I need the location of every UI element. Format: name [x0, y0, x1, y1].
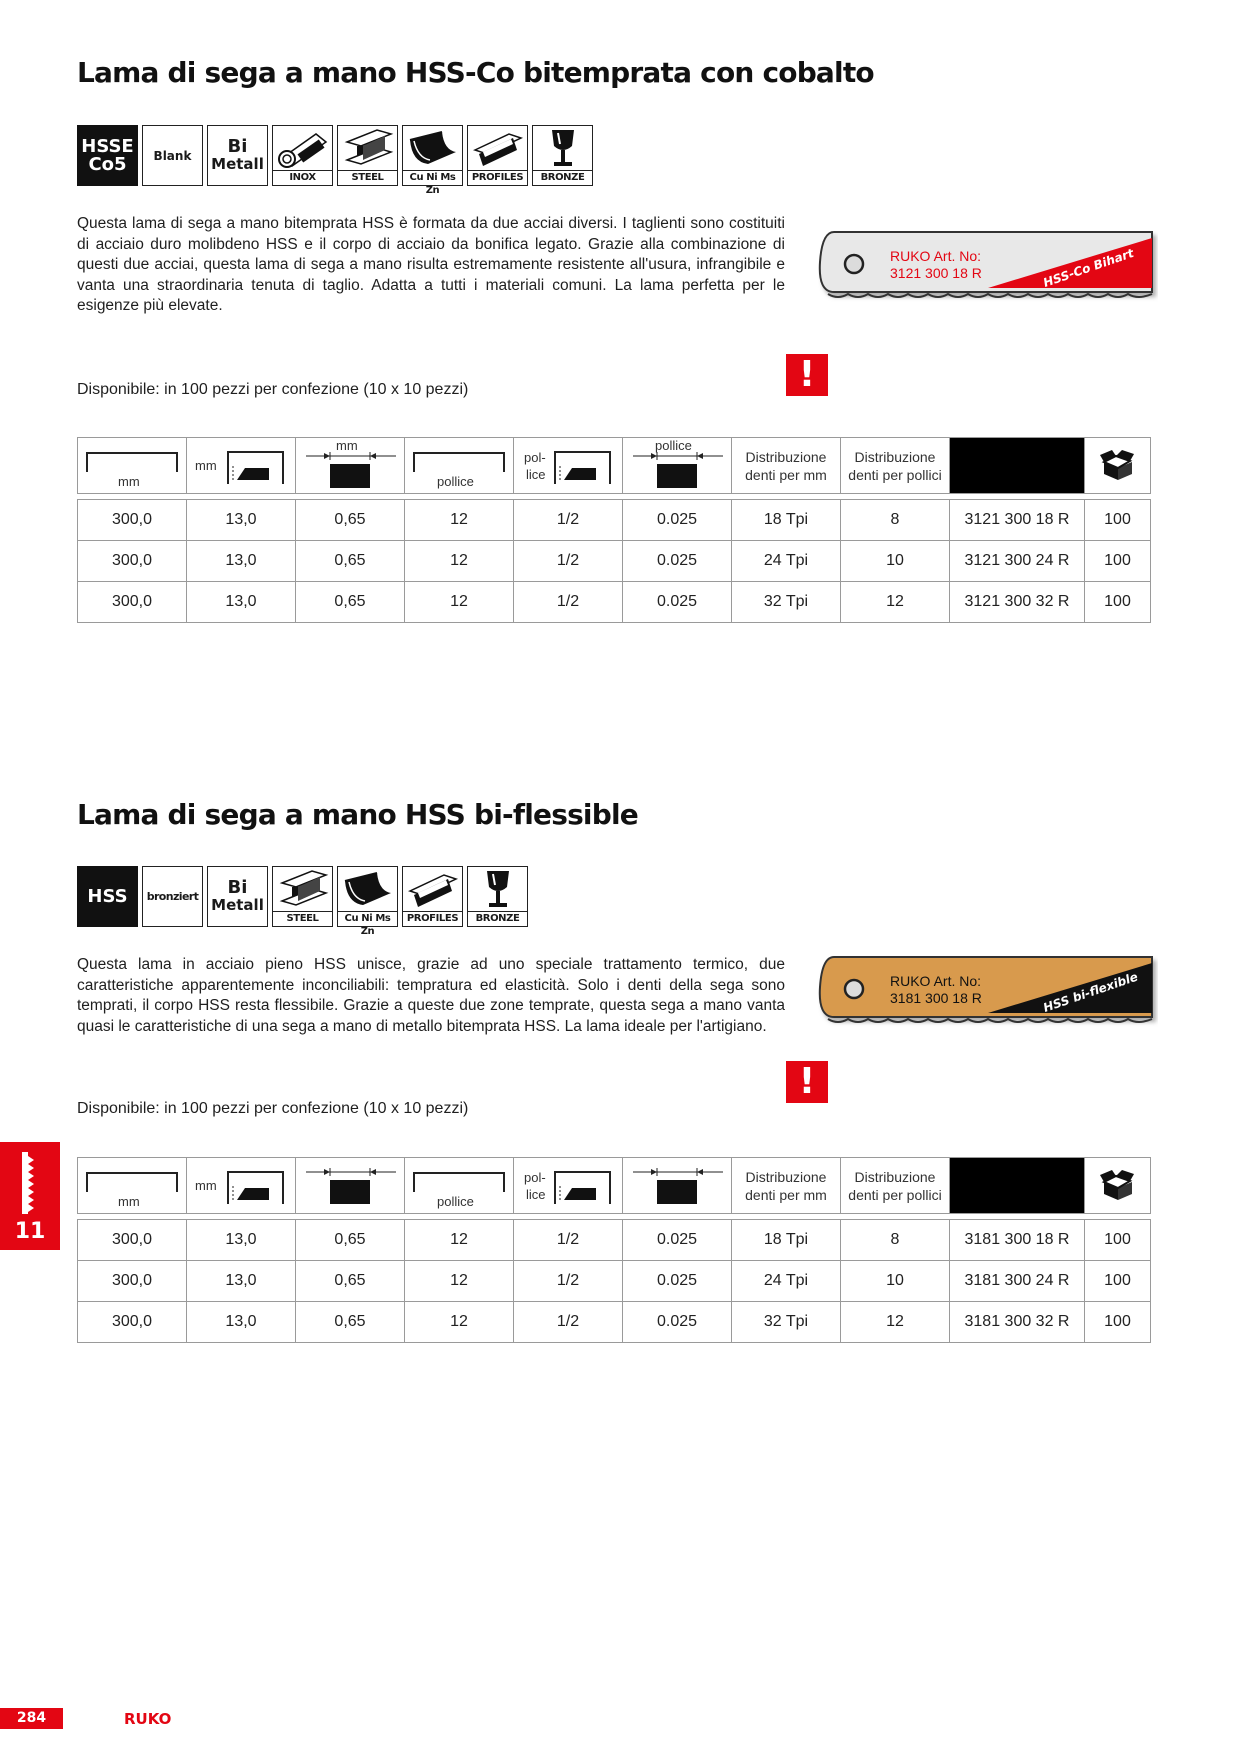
table-row [78, 1220, 1151, 1261]
cell-teeth-per-mm: 18 Tpi [732, 1220, 841, 1261]
section2-blade-tag: HSS bi-flexible [1041, 969, 1140, 1015]
section2-material-badges [77, 866, 528, 937]
header-width-inch-line2: lice [526, 1187, 546, 1202]
cell-teeth-per-mm: 24 Tpi [732, 1261, 841, 1302]
cell-thickness-inch: 0.025 [623, 582, 732, 623]
length-bracket-icon [84, 450, 180, 472]
length-inch-bracket-icon [411, 1170, 507, 1192]
cell-width-mm: 13,0 [187, 1261, 296, 1302]
badge-bimetall-line2: Metall [211, 896, 264, 914]
cell-teeth-per-mm: 24 Tpi [732, 541, 841, 582]
section1-blade-artno: 3121 300 18 R [890, 265, 982, 281]
cell-teeth-per-inch: 10 [841, 541, 950, 582]
section2-title: Lama di sega a mano HSS bi-flessible [77, 798, 638, 831]
width-profile-icon [225, 446, 289, 488]
header-length-mm [78, 438, 187, 494]
cell-width-mm: 13,0 [187, 582, 296, 623]
cell-width-inch: 1/2 [514, 541, 623, 582]
badge-inox-label: INOX [273, 170, 332, 185]
badge-hsse-line1: HSSE [81, 135, 134, 157]
header-teeth-per-mm [732, 438, 841, 494]
badge-hsse-co5 [77, 125, 138, 186]
header-teeth-per-mm [732, 1158, 841, 1214]
header-thickness-inch-unit: pollice [655, 438, 692, 453]
cell-article-number: 3181 300 18 R [950, 1220, 1085, 1261]
chapter-tab [0, 1142, 60, 1250]
section2-blade-label: RUKO Art. No: [890, 973, 982, 989]
cell-pack-quantity: 100 [1085, 582, 1151, 623]
cell-width-inch: 1/2 [514, 1220, 623, 1261]
section2-blade-image [818, 955, 1158, 1042]
header-tpi-line1: Distribuzione [854, 448, 936, 465]
gutter-icon [341, 869, 395, 909]
i-beam-icon [341, 128, 395, 168]
cell-teeth-per-mm: 18 Tpi [732, 500, 841, 541]
cell-teeth-per-inch: 8 [841, 1220, 950, 1261]
cell-width-mm: 13,0 [187, 500, 296, 541]
header-length-inch [405, 1158, 514, 1214]
section1-title: Lama di sega a mano HSS-Co bitemprata con cobalto [77, 56, 874, 89]
badge-bronze-label: BRONZE [533, 170, 592, 185]
i-beam-icon [276, 869, 330, 909]
tube-icon [276, 128, 330, 168]
profile-icon [471, 128, 525, 168]
header-length-mm [78, 1158, 187, 1214]
warning-icon: ! [786, 354, 828, 396]
header-pack-quantity [1085, 1158, 1151, 1214]
cell-length-mm: 300,0 [78, 1220, 187, 1261]
badge-profiles-label: PROFILES [468, 170, 527, 185]
header-tpm-line1: Distribuzione [745, 448, 827, 465]
header-length-inch-unit: pollice [437, 1194, 474, 1209]
cell-article-number: 3121 300 24 R [950, 541, 1085, 582]
thickness-inch-icon [631, 1166, 725, 1206]
header-thickness-inch [623, 1158, 732, 1214]
cell-thickness-mm: 0,65 [296, 1302, 405, 1343]
brand-logo: RUKO [124, 1710, 172, 1728]
badge-cunimszn-label: Cu Ni Ms Zn [338, 911, 397, 926]
cell-teeth-per-inch: 12 [841, 1302, 950, 1343]
cell-thickness-mm: 0,65 [296, 500, 405, 541]
cell-width-inch: 1/2 [514, 582, 623, 623]
warning-icon: ! [786, 1061, 828, 1103]
cell-length-inch: 12 [405, 1220, 514, 1261]
saw-blade-illustration [818, 955, 1158, 1037]
header-width-inch-line1: pol- [524, 1170, 546, 1185]
cell-article-number: 3121 300 32 R [950, 582, 1085, 623]
header-teeth-per-inch [841, 438, 950, 494]
badge-blank-label: Blank [153, 148, 192, 163]
cell-width-mm: 13,0 [187, 1302, 296, 1343]
saw-blade-icon [0, 1148, 60, 1218]
section2-description: Questa lama in acciaio pieno HSS unisce, grazie ad uno speciale trattamento termico, due caratteristiche apparentemente inconciliabili: tempratura ed elasticità. Solo i denti della sega sono temprati, il corpo HSS resta flessibile. Grazie a queste due zone temprate, questa sega a mano vanta quasi le caratteristiche di una sega a mano di metallo bitemprata HSS. La lama ideale per l'artigiano. [77, 956, 785, 1035]
table-header-row [78, 438, 1151, 494]
badge-inox [272, 125, 333, 186]
badge-hss [77, 866, 138, 927]
header-thickness-mm [296, 1158, 405, 1214]
cell-thickness-inch: 0.025 [623, 1220, 732, 1261]
table-header-row [78, 1158, 1151, 1214]
section2-spec-table [77, 1157, 1151, 1343]
header-tpi-line2: denti per pollici [848, 466, 942, 483]
badge-steel [272, 866, 333, 927]
header-length-inch [405, 438, 514, 494]
badge-bimetall [207, 125, 268, 186]
cell-width-inch: 1/2 [514, 1302, 623, 1343]
badge-bimetall-line1: Bi [227, 136, 248, 157]
cell-thickness-mm: 0,65 [296, 1220, 405, 1261]
package-box-icon [1100, 450, 1136, 480]
cell-length-mm: 300,0 [78, 541, 187, 582]
header-thickness-unit: mm [336, 438, 358, 453]
badge-steel-label: STEEL [273, 911, 332, 926]
cell-teeth-per-mm: 32 Tpi [732, 1302, 841, 1343]
cell-thickness-mm: 0,65 [296, 1261, 405, 1302]
header-width-mm [187, 438, 296, 494]
cell-pack-quantity: 100 [1085, 1220, 1151, 1261]
header-length-inch-unit: pollice [437, 474, 474, 489]
cell-width-mm: 13,0 [187, 1220, 296, 1261]
cell-thickness-inch: 0.025 [623, 1302, 732, 1343]
cell-teeth-per-inch: 12 [841, 582, 950, 623]
cell-thickness-inch: 0.025 [623, 541, 732, 582]
section1-blade-image [818, 230, 1158, 317]
section1-spec-table [77, 437, 1151, 623]
section1-blade-label: RUKO Art. No: [890, 248, 982, 264]
section1-blade-tag: HSS-Co Bihart [1041, 245, 1136, 290]
header-thickness-inch [623, 438, 732, 494]
page-number: 284 [0, 1708, 63, 1729]
cell-width-inch: 1/2 [514, 1261, 623, 1302]
cell-length-mm: 300,0 [78, 582, 187, 623]
header-tpi-line2: denti per pollici [848, 1186, 942, 1203]
badge-bimetall-line2: Metall [211, 155, 264, 173]
badge-steel [337, 125, 398, 186]
badge-steel-label: STEEL [338, 170, 397, 185]
blade-hole-icon [845, 255, 863, 273]
header-tpm-line2: denti per mm [745, 466, 827, 483]
badge-profiles [467, 125, 528, 186]
header-width-mm [187, 1158, 296, 1214]
thickness-inch-icon [631, 450, 725, 490]
section1-availability: Disponibile: in 100 pezzi per confezione (10 x 10 pezzi) [77, 381, 469, 398]
cell-width-mm: 13,0 [187, 541, 296, 582]
cell-length-mm: 300,0 [78, 1302, 187, 1343]
badge-blank [142, 125, 203, 186]
cell-length-inch: 12 [405, 541, 514, 582]
badge-bronze-label: BRONZE [468, 911, 527, 926]
section2-blade-artno: 3181 300 18 R [890, 990, 982, 1006]
badge-profiles-label: PROFILES [403, 911, 462, 926]
cell-pack-quantity: 100 [1085, 1302, 1151, 1343]
section1-description: Questa lama di sega a mano bitemprata HSS è formata da due acciai diversi. I taglienti sono costituiti di acciaio duro molibdeno HSS e il corpo di acciaio da bonifica legato. Grazie alla combinazione di questi due acciai, questa lama di sega a mano risulta estremamente resistente all'usura, infrangibile e vanta una straordinaria tenuta di taglio. Adatta a tutti i materiali comuni. La lama perfetta per le esigenze più elevate. [77, 215, 785, 314]
badge-bronziert-label: bronziert [146, 890, 199, 903]
badge-bimetall-line1: Bi [227, 877, 248, 898]
badge-hss-label: HSS [87, 885, 128, 907]
gutter-icon [406, 128, 460, 168]
header-width-inch-line2: lice [526, 467, 546, 482]
cell-thickness-inch: 0.025 [623, 1261, 732, 1302]
cell-width-inch: 1/2 [514, 500, 623, 541]
blade-hole-icon [845, 980, 863, 998]
table-row [78, 1302, 1151, 1343]
badge-bronziert [142, 866, 203, 927]
badge-cunimszn-label: Cu Ni Ms Zn [403, 170, 462, 185]
cell-article-number: 3121 300 18 R [950, 500, 1085, 541]
header-pack-quantity [1085, 438, 1151, 494]
header-length-unit: mm [118, 1194, 140, 1209]
cell-pack-quantity: 100 [1085, 541, 1151, 582]
thickness-icon [304, 1166, 398, 1206]
cell-article-number: 3181 300 32 R [950, 1302, 1085, 1343]
header-teeth-per-inch [841, 1158, 950, 1214]
length-inch-bracket-icon [411, 450, 507, 472]
cell-length-mm: 300,0 [78, 500, 187, 541]
cell-length-inch: 12 [405, 1302, 514, 1343]
table-row [78, 582, 1151, 623]
cell-teeth-per-inch: 8 [841, 500, 950, 541]
width-inch-profile-icon [552, 446, 616, 488]
cell-teeth-per-mm: 32 Tpi [732, 582, 841, 623]
cell-teeth-per-inch: 10 [841, 1261, 950, 1302]
chapter-number: 11 [14, 1219, 46, 1244]
cell-length-inch: 12 [405, 500, 514, 541]
header-width-unit: mm [195, 458, 217, 473]
cell-article-number: 3181 300 24 R [950, 1261, 1085, 1302]
header-article-number [950, 438, 1085, 494]
cell-thickness-mm: 0,65 [296, 582, 405, 623]
cell-length-mm: 300,0 [78, 1261, 187, 1302]
badge-cunimszn [337, 866, 398, 937]
header-article-number [950, 1158, 1085, 1214]
header-tpi-line1: Distribuzione [854, 1168, 936, 1185]
cell-thickness-inch: 0.025 [623, 500, 732, 541]
goblet-icon [536, 128, 590, 168]
width-inch-profile-icon [552, 1166, 616, 1208]
badge-bimetall [207, 866, 268, 927]
header-tpm-line1: Distribuzione [745, 1168, 827, 1185]
badge-bronze [467, 866, 528, 927]
header-width-unit: mm [195, 1178, 217, 1193]
section1-material-badges [77, 125, 593, 196]
cell-pack-quantity: 100 [1085, 500, 1151, 541]
goblet-icon [471, 869, 525, 909]
table-row [78, 1261, 1151, 1302]
badge-bronze [532, 125, 593, 186]
header-thickness-mm [296, 438, 405, 494]
cell-length-inch: 12 [405, 1261, 514, 1302]
header-width-inch-line1: pol- [524, 450, 546, 465]
cell-thickness-mm: 0,65 [296, 541, 405, 582]
cell-length-inch: 12 [405, 582, 514, 623]
table-row [78, 500, 1151, 541]
length-bracket-icon [84, 1170, 180, 1192]
width-profile-icon [225, 1166, 289, 1208]
header-width-inch [514, 438, 623, 494]
header-width-inch [514, 1158, 623, 1214]
cell-pack-quantity: 100 [1085, 1261, 1151, 1302]
package-box-icon [1100, 1170, 1136, 1200]
profile-icon [406, 869, 460, 909]
thickness-icon [304, 450, 398, 490]
badge-hsse-line2: Co5 [88, 153, 127, 175]
saw-blade-illustration [818, 230, 1158, 312]
table-row [78, 541, 1151, 582]
header-tpm-line2: denti per mm [745, 1186, 827, 1203]
section2-availability: Disponibile: in 100 pezzi per confezione (10 x 10 pezzi) [77, 1100, 469, 1117]
header-length-unit: mm [118, 474, 140, 489]
badge-profiles [402, 866, 463, 927]
badge-cunimszn [402, 125, 463, 196]
